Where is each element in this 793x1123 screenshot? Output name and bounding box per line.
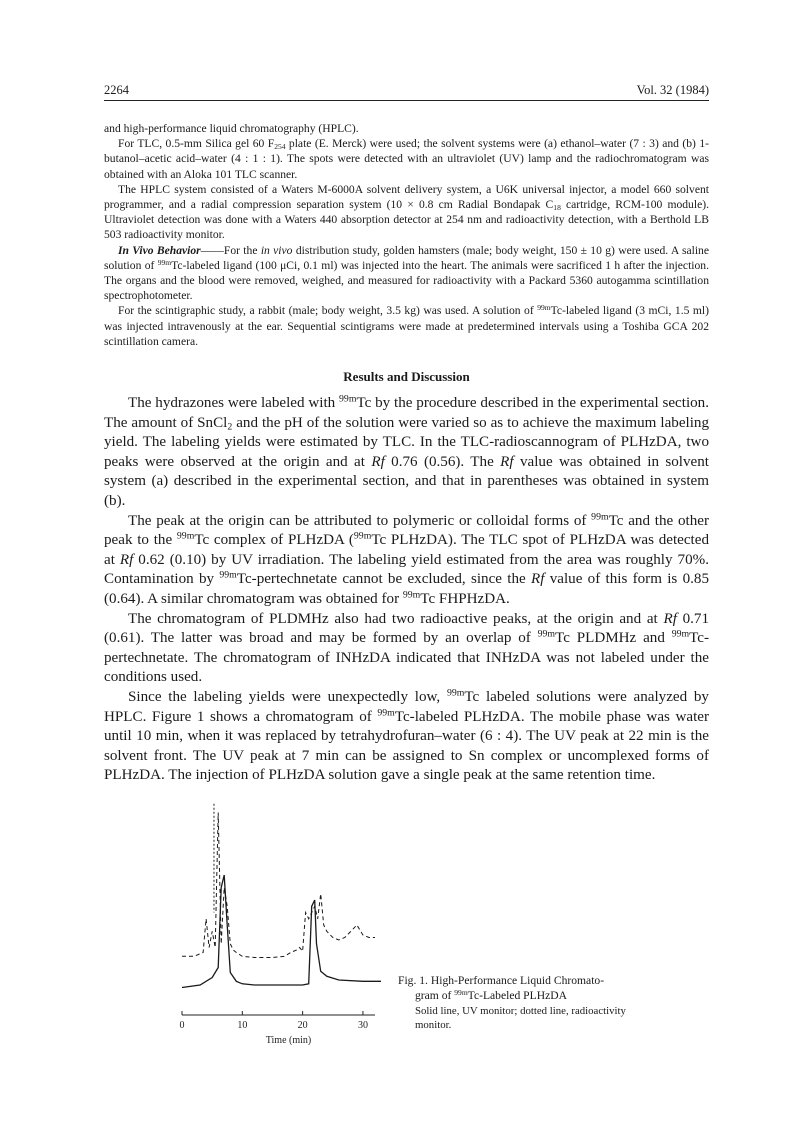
results-paragraph: Since the labeling yields were unexpectedly low, $^{99m}$Tc labeled solutions were analyzed by HPLC. Figure 1 shows a chromatogram of $^{99m}$Tc-labeled PLHzDA. The mobile phase was water until 10 min, when it was replaced by tetrahydrofuran–water (6 : 4). The UV peak at 22 min is the solvent front. The UV peak at 7 min can be assigned to Sn complex or uncomplexed forms of PLHzDA. The injection of PLHzDA solution gave a single peak at the same retention time. [104, 687, 709, 784]
methods-section [104, 121, 709, 349]
radioactivity-line [182, 813, 375, 958]
volume-label: Vol. 32 (1984) [636, 83, 709, 97]
header-rule [104, 100, 709, 101]
x-axis-label: Time (min) [265, 1035, 312, 1045]
x-tick-label: 10 [237, 1020, 248, 1031]
results-paragraph: The peak at the origin can be attributed to polymeric or colloidal forms of $^{99m}$Tc and the other peak to the $^{99m}$Tc complex of PLHzDA ($^{99m}$Tc PLHzDA). The TLC spot of PLHzDA was detected at Rf 0.62 (0.10) by UV irradiation. The labeling yield estimated from the area was roughly 70%. Contamination by $^{99m}$Tc-pertechnetate cannot be excluded, since the Rf value of this form is 0.85 (0.64). A similar chromatogram was obtained for $^{99m}$Tc FHPHzDA. [104, 511, 709, 607]
results-paragraph: The chromatogram of PLDMHz also had two radioactive peaks, at the origin and at Rf 0.71 (0.61). The latter was broad and may be formed by an overlap of $^{99m}$Tc PLDMHz and $^{99m}$Tc-pertechnetate. The chromatogram of INHzDA indicated that INHzDA was not labeled under the conditions used. [104, 610, 710, 686]
methods-paragraph: For the scintigraphic study, a rabbit (male; body weight, 3.5 kg) was used. A solution of $^{99m}$Tc-labeled ligand (3 mCi, 1.5 ml) was injected intravenously at the ear. Sequential scintigrams were made at predetermined intervals using a Toshiba GCA 202 scintillation camera. [104, 303, 709, 348]
methods-paragraph: The HPLC system consisted of a Waters M-6000A solvent delivery system, a U6K universal injector, a model 660 solvent programmer, and a radial compression separation system (10 × 0.8 cm Radial Bondapak $C_{18}$ cartridge, RCM-100 module). Ultraviolet detection was done with a Waters 440 absorption detector at 254 nm and radioactivity detection, with a Berthold LB 503 radioactivity monitor. [104, 182, 709, 242]
caption-title: Fig. 1. High-Performance Liquid Chromato- [398, 974, 605, 987]
x-tick-label: 20 [297, 1020, 308, 1031]
subsection-title: In Vivo Behavior [118, 243, 201, 257]
section-heading: Results and Discussion [343, 369, 470, 384]
hplc-chromatogram [168, 800, 383, 1045]
figure-caption: Fig. 1. High-Performance Liquid Chromato- gram of $^{99m}$Tc-Labeled PLHzDA Solid line, UV monitor; dotted line, radioactivity monitor. [398, 974, 658, 1032]
results-paragraph: The hydrazones were labeled with $^{99m}$Tc by the procedure described in the experimental section. The amount of SnCl$_2$ and the pH of the solution were varied so as to achieve the maximum labeling yield. The labeling yields were estimated by TLC. In the TLC-radioscannogram of PLHzDA, two peaks were observed at the origin and at Rf 0.76 (0.56). The Rf value was obtained in solvent system (a) described in the experimental section, and that in parentheses was obtained in system (b). [104, 393, 710, 509]
x-tick-label: 0 [179, 1020, 185, 1031]
methods-paragraph: For TLC, 0.5-mm Silica gel 60 $F_{254}$ plate (E. Merck) were used; the solvent systems were (a) ethanol–water (7 : 3) and (b) 1-butanol–acetic acid–water (4 : 1 : 1). The spots were detected with an ultraviolet (UV) lamp and the radiochromatogram was obtained with an Aloka 101 TLC scanner. [104, 137, 709, 181]
page-number: 2264 [104, 83, 129, 97]
x-tick-label: 30 [357, 1020, 368, 1031]
methods-paragraph: In Vivo Behavior——For the in vivo distribution study, golden hamsters (male; body weight, 150 ± 10 g) were used. A saline solution of $^{99m}$Tc-labeled ligand (100 μCi, 0.1 ml) was injected into the heart. The animals were sacrificed 1 h after the injection. The organs and the blood were removed, weighed, and measured for radioactivity with a Packard 5360 autogamma scintillation spectrophotometer. [104, 243, 709, 303]
caption-note: Solid line, UV monitor; dotted line, radioactivity monitor. [415, 1005, 626, 1031]
methods-paragraph: and high-performance liquid chromatography (HPLC). [104, 122, 359, 135]
results-section [104, 394, 709, 786]
